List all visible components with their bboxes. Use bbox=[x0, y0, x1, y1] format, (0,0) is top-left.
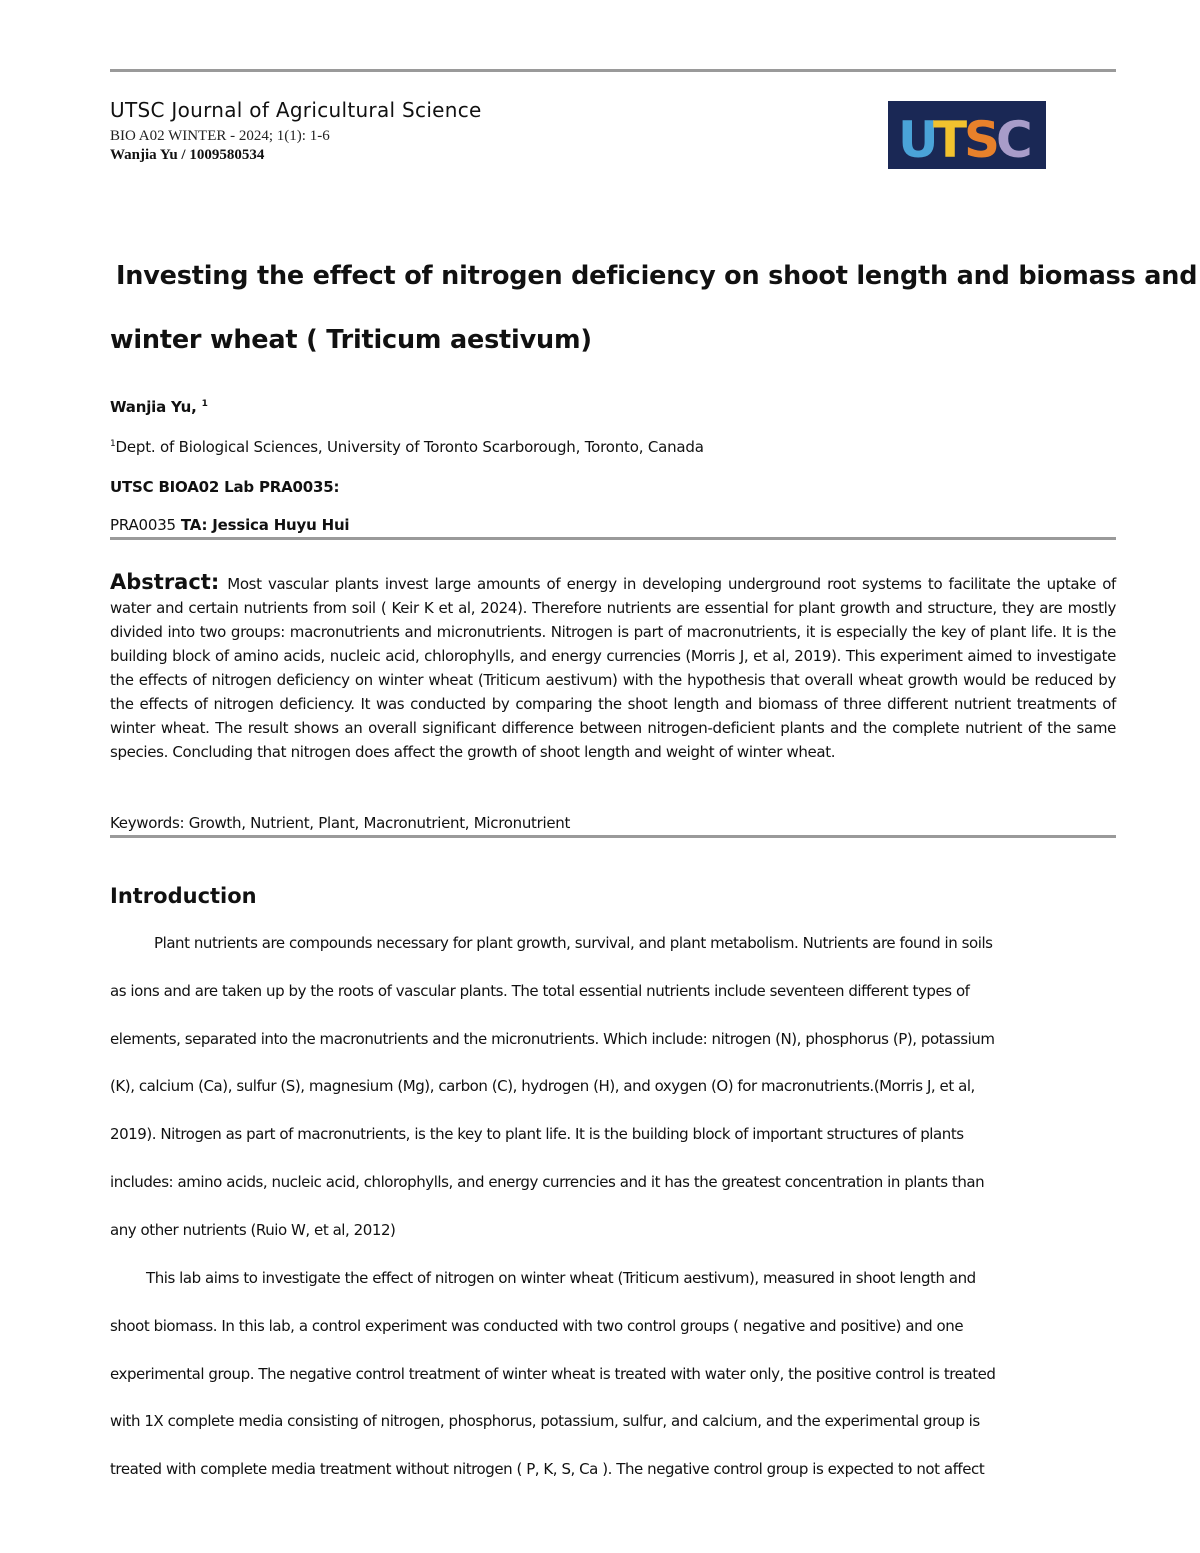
abstract bbox=[110, 570, 1116, 764]
paragraph-line: treated with complete media treatment without nitrogen ( P, K, S, Ca ). The negative control group is expected to not affect bbox=[110, 1460, 985, 1479]
paragraph-line: shoot biomass. In this lab, a control experiment was conducted with two control groups ( negative and positive) and one bbox=[110, 1316, 964, 1335]
introduction-heading: Introduction bbox=[110, 884, 257, 908]
journal-issue: BIO A02 WINTER - 2024; 1(1): 1-6 bbox=[110, 128, 330, 144]
affiliation-superscript: 1 bbox=[110, 439, 116, 449]
ta-section: PRA0035 bbox=[110, 516, 176, 534]
paragraph-line: This lab aims to investigate the effect of nitrogen on winter wheat (Triticum aestivum), measured in shoot length and bbox=[146, 1269, 976, 1287]
paragraph-line: 2019). Nitrogen as part of macronutrients, is the key to plant life. It is the building block of important structures of plants bbox=[110, 1125, 964, 1144]
svg-text:S: S bbox=[964, 111, 995, 169]
ta-line bbox=[110, 516, 349, 534]
abstract-top-rule bbox=[110, 537, 1116, 540]
paragraph-line: experimental group. The negative control treatment of winter wheat is treated with water only, the positive control is treated bbox=[110, 1364, 996, 1383]
top-rule bbox=[110, 69, 1116, 72]
author-line bbox=[110, 398, 208, 416]
paragraph-line: includes: amino acids, nucleic acid, chlorophylls, and energy currencies and it has the greatest concentration in plants than bbox=[110, 1172, 985, 1191]
affiliation: Dept. of Biological Sciences, University of Toronto Scarborough, Toronto, Canada bbox=[115, 438, 704, 456]
author-name: Wanjia Yu, bbox=[110, 398, 197, 416]
paragraph-line: as ions and are taken up by the roots of vascular plants. The total essential nutrients include seventeen different types of bbox=[110, 981, 970, 1000]
title-line-2: winter wheat ( Triticum aestivum) bbox=[110, 325, 592, 355]
lab-line: UTSC BIOA02 Lab PRA0035: bbox=[110, 478, 340, 496]
paragraph-line: elements, separated into the macronutrients and the micronutrients. Which include: nitrogen (N), phosphorus (P), potassium bbox=[110, 1029, 995, 1048]
svg-text:T: T bbox=[933, 111, 962, 169]
abstract-bottom-rule bbox=[110, 835, 1116, 838]
paragraph-line: any other nutrients (Ruio W, et al, 2012) bbox=[110, 1220, 396, 1239]
svg-text:U: U bbox=[898, 111, 933, 169]
paragraph-line: Plant nutrients are compounds necessary for plant growth, survival, and plant metabolism. Nutrients are found in soils bbox=[154, 934, 993, 952]
paper-title bbox=[110, 244, 1198, 372]
author-superscript: 1 bbox=[201, 399, 208, 409]
ta-name: TA: Jessica Huyu Hui bbox=[175, 516, 350, 534]
affiliation-line bbox=[110, 438, 704, 456]
utsc-logo bbox=[888, 101, 1046, 169]
introduction-paragraph-2 bbox=[110, 1255, 1110, 1494]
abstract-heading: Abstract: bbox=[110, 570, 220, 594]
abstract-text: Most vascular plants invest large amounts of energy in developing underground root systems to facilitate the uptake of water and certain nutrients from soil ( Keir K et al, 2024). Therefore nutrients are essential for plant growth and structure, they are mostly divided into two groups: macronutrients and micronutrients. Nitrogen is part of macronutrients, it is especially the key of plant life. It is the building block of amino acids, nucleic acid, chlorophylls, and energy currencies (Morris J, et al, 2019). This experiment aimed to investigate the effects of nitrogen deficiency on winter wheat (Triticum aestivum) with the hypothesis that overall wheat growth would be reduced by the effects of nitrogen deficiency. It was conducted by comparing the shoot length and biomass of three different nutrient treatments of winter wheat. The result shows an overall significant difference between nitrogen-deficient plants and the complete nutrient of the same species. Concluding that nitrogen does affect the growth of shoot length and weight of winter wheat. bbox=[110, 575, 1116, 761]
svg-text:C: C bbox=[996, 111, 1027, 169]
introduction-paragraph-1 bbox=[110, 920, 1110, 1255]
author-student-id: Wanjia Yu / 1009580534 bbox=[110, 147, 265, 163]
keywords: Keywords: Growth, Nutrient, Plant, Macronutrient, Micronutrient bbox=[110, 814, 571, 832]
title-line-1: Investing the effect of nitrogen deficiency on shoot length and biomass and bbox=[116, 261, 1198, 291]
journal-name: UTSC Journal of Agricultural Science bbox=[110, 98, 482, 122]
paragraph-line: (K), calcium (Ca), sulfur (S), magnesium (Mg), carbon (C), hydrogen (H), and oxygen (O) for macronutrients.(Morris J, et al, bbox=[110, 1077, 975, 1096]
paragraph-line: with 1X complete media consisting of nitrogen, phosphorus, potassium, sulfur, and calcium, and the experimental group is bbox=[110, 1412, 980, 1431]
